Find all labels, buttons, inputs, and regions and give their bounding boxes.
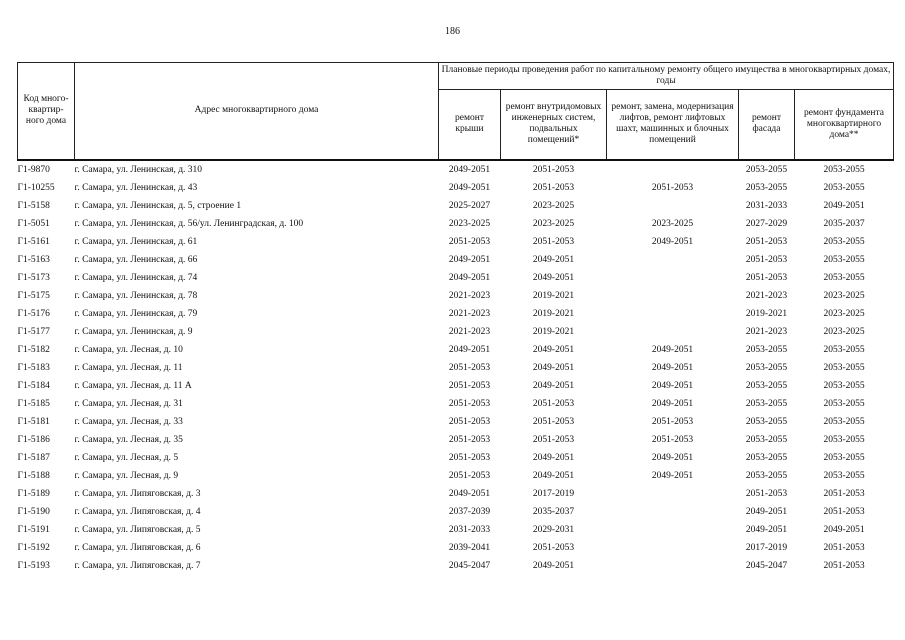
cell-facade-repair: 2051-2053 [745, 236, 788, 247]
cell-address: г. Самара, ул. Лесная, д. 33 [74, 416, 183, 427]
cell-building-code: Г1-5177 [17, 326, 50, 337]
cell-facade-repair: 2031-2033 [745, 200, 788, 211]
cell-building-code: Г1-5173 [17, 272, 50, 283]
cell-roof-repair: 2051-2053 [448, 434, 491, 445]
cell-elevator-repair [607, 485, 739, 503]
cell-foundation-repair: 2053-2055 [823, 182, 865, 193]
cell-building-code: Г1-9870 [17, 164, 50, 175]
cell-building-code: Г1-5187 [17, 452, 50, 463]
header-elevator-repair: ремонт, замена, модернизация лифтов, ремонт лифтовых шахт, машинных и блочных помещений [607, 90, 739, 160]
cell-building-code: Г1-10255 [17, 182, 55, 193]
cell-utilities-repair: 2017-2019 [532, 488, 575, 499]
cell-elevator-repair [607, 287, 739, 305]
cell-address: г. Самара, ул. Ленинская, д. 74 [74, 272, 198, 283]
cell-address: г. Самара, ул. Ленинская, д. 61 [74, 236, 198, 247]
cell-address: г. Самара, ул. Липяговская, д. 3 [74, 488, 201, 499]
cell-roof-repair: 2051-2053 [448, 362, 491, 373]
cell-foundation-repair: 2053-2055 [823, 272, 865, 283]
table-row [18, 521, 894, 539]
cell-roof-repair: 2049-2051 [448, 344, 491, 355]
cell-utilities-repair: 2051-2053 [532, 182, 575, 193]
cell-building-code: Г1-5182 [17, 344, 50, 355]
cell-building-code: Г1-5186 [17, 434, 50, 445]
cell-utilities-repair: 2023-2025 [532, 218, 575, 229]
cell-facade-repair: 2053-2055 [745, 182, 788, 193]
cell-elevator-repair [607, 503, 739, 521]
cell-facade-repair: 2045-2047 [745, 560, 788, 571]
header-address: Адрес многоквартирного дома [75, 63, 439, 160]
cell-building-code: Г1-5192 [17, 542, 50, 553]
header-foundation-repair: ремонт фундамента многоквартирного дома** [795, 90, 894, 160]
cell-roof-repair: 2051-2053 [448, 416, 491, 427]
cell-address: г. Самара, ул. Ленинская, д. 5, строение 1 [74, 200, 242, 211]
cell-foundation-repair: 2053-2055 [823, 254, 865, 265]
cell-utilities-repair: 2019-2021 [532, 308, 575, 319]
cell-building-code: Г1-5183 [17, 362, 50, 373]
cell-address: г. Самара, ул. Ленинская, д. 56/ул. Ленинградская, д. 100 [74, 218, 304, 229]
cell-foundation-repair: 2053-2055 [823, 452, 865, 463]
table-row [18, 341, 894, 359]
table-row [18, 431, 894, 449]
cell-building-code: Г1-5163 [17, 254, 50, 265]
cell-facade-repair: 2053-2055 [745, 398, 788, 409]
header-planned-periods: Плановые периоды проведения работ по капитальному ремонту общего имущества в многоквартирных домах, годы [439, 63, 894, 90]
cell-elevator-repair: 2049-2051 [651, 236, 694, 247]
cell-roof-repair: 2023-2025 [448, 218, 491, 229]
cell-utilities-repair: 2049-2051 [532, 470, 575, 481]
cell-building-code: Г1-5188 [17, 470, 50, 481]
cell-facade-repair: 2049-2051 [745, 524, 788, 535]
cell-facade-repair: 2053-2055 [745, 434, 788, 445]
cell-address: г. Самара, ул. Лесная, д. 31 [74, 398, 183, 409]
cell-building-code: Г1-5181 [17, 416, 50, 427]
cell-facade-repair: 2051-2053 [745, 272, 788, 283]
cell-building-code: Г1-5158 [17, 200, 50, 211]
cell-foundation-repair: 2049-2051 [823, 524, 865, 535]
cell-foundation-repair: 2053-2055 [823, 362, 865, 373]
cell-elevator-repair: 2051-2053 [651, 434, 694, 445]
cell-building-code: Г1-5161 [17, 236, 50, 247]
cell-roof-repair: 2049-2051 [448, 272, 491, 283]
cell-utilities-repair: 2049-2051 [532, 272, 575, 283]
cell-address: г. Самара, ул. Липяговская, д. 4 [74, 506, 201, 517]
cell-facade-repair: 2049-2051 [745, 506, 788, 517]
cell-roof-repair: 2049-2051 [448, 164, 491, 175]
cell-roof-repair: 2037-2039 [448, 506, 491, 517]
cell-facade-repair: 2053-2055 [745, 452, 788, 463]
cell-roof-repair: 2025-2027 [448, 200, 491, 211]
cell-utilities-repair: 2049-2051 [532, 254, 575, 265]
cell-roof-repair: 2039-2041 [448, 542, 491, 553]
cell-elevator-repair: 2051-2053 [651, 416, 694, 427]
cell-elevator-repair: 2049-2051 [651, 452, 694, 463]
cell-building-code: Г1-5189 [17, 488, 50, 499]
cell-facade-repair: 2017-2019 [745, 542, 788, 553]
table-row [18, 305, 894, 323]
table-row [18, 197, 894, 215]
cell-facade-repair: 2053-2055 [745, 470, 788, 481]
cell-elevator-repair: 2051-2053 [651, 182, 694, 193]
cell-facade-repair: 2021-2023 [745, 326, 788, 337]
table-row [18, 359, 894, 377]
table-row [18, 160, 894, 179]
table-row [18, 251, 894, 269]
cell-elevator-repair: 2049-2051 [651, 380, 694, 391]
table-body [18, 160, 894, 575]
cell-foundation-repair: 2051-2053 [823, 488, 865, 499]
cell-utilities-repair: 2049-2051 [532, 344, 575, 355]
cell-facade-repair: 2053-2055 [745, 362, 788, 373]
cell-roof-repair: 2049-2051 [448, 182, 491, 193]
table-row [18, 503, 894, 521]
cell-elevator-repair: 2049-2051 [651, 398, 694, 409]
cell-facade-repair: 2021-2023 [745, 290, 788, 301]
cell-address: г. Самара, ул. Лесная, д. 11 [74, 362, 183, 373]
cell-utilities-repair: 2051-2053 [532, 236, 575, 247]
cell-address: г. Самара, ул. Ленинская, д. 66 [74, 254, 198, 265]
cell-address: г. Самара, ул. Липяговская, д. 5 [74, 524, 201, 535]
cell-roof-repair: 2051-2053 [448, 470, 491, 481]
cell-roof-repair: 2051-2053 [448, 380, 491, 391]
cell-utilities-repair: 2049-2051 [532, 380, 575, 391]
cell-building-code: Г1-5191 [17, 524, 50, 535]
cell-address: г. Самара, ул. Ленинская, д. 310 [74, 164, 203, 175]
cell-address: г. Самара, ул. Ленинская, д. 78 [74, 290, 198, 301]
cell-facade-repair: 2053-2055 [745, 416, 788, 427]
header-facade-repair: ремонт фасада [739, 90, 795, 160]
cell-elevator-repair [607, 305, 739, 323]
table-row [18, 467, 894, 485]
cell-roof-repair: 2049-2051 [448, 488, 491, 499]
table-row [18, 269, 894, 287]
table-row [18, 233, 894, 251]
cell-elevator-repair [607, 521, 739, 539]
header-roof-repair: ремонт крыши [439, 90, 501, 160]
table-row [18, 449, 894, 467]
cell-roof-repair: 2051-2053 [448, 452, 491, 463]
cell-elevator-repair: 2049-2051 [651, 362, 694, 373]
cell-foundation-repair: 2053-2055 [823, 164, 865, 175]
table-row [18, 287, 894, 305]
cell-utilities-repair: 2051-2053 [532, 164, 575, 175]
cell-roof-repair: 2051-2053 [448, 398, 491, 409]
cell-utilities-repair: 2051-2053 [532, 416, 575, 427]
cell-roof-repair: 2045-2047 [448, 560, 491, 571]
cell-roof-repair: 2021-2023 [448, 290, 491, 301]
cell-elevator-repair [607, 539, 739, 557]
cell-facade-repair: 2051-2053 [745, 254, 788, 265]
cell-foundation-repair: 2053-2055 [823, 416, 865, 427]
cell-utilities-repair: 2019-2021 [532, 326, 575, 337]
cell-foundation-repair: 2023-2025 [823, 290, 865, 301]
cell-address: г. Самара, ул. Лесная, д. 9 [74, 470, 179, 481]
cell-building-code: Г1-5190 [17, 506, 50, 517]
cell-foundation-repair: 2053-2055 [823, 398, 865, 409]
cell-elevator-repair: 2049-2051 [651, 470, 694, 481]
table-row [18, 557, 894, 575]
cell-utilities-repair: 2035-2037 [532, 506, 575, 517]
cell-facade-repair: 2019-2021 [745, 308, 788, 319]
cell-address: г. Самара, ул. Ленинская, д. 43 [74, 182, 198, 193]
table-row [18, 485, 894, 503]
cell-roof-repair: 2021-2023 [448, 326, 491, 337]
cell-elevator-repair [607, 251, 739, 269]
cell-address: г. Самара, ул. Липяговская, д. 7 [74, 560, 201, 571]
table-row [18, 395, 894, 413]
cell-facade-repair: 2053-2055 [745, 380, 788, 391]
cell-foundation-repair: 2035-2037 [823, 218, 865, 229]
table-row [18, 413, 894, 431]
cell-address: г. Самара, ул. Лесная, д. 11 А [74, 380, 192, 391]
table-row [18, 215, 894, 233]
cell-utilities-repair: 2049-2051 [532, 362, 575, 373]
table-row [18, 539, 894, 557]
cell-roof-repair: 2049-2051 [448, 254, 491, 265]
cell-elevator-repair: 2049-2051 [651, 344, 694, 355]
cell-address: г. Самара, ул. Лесная, д. 35 [74, 434, 183, 445]
cell-roof-repair: 2051-2053 [448, 236, 491, 247]
cell-utilities-repair: 2049-2051 [532, 452, 575, 463]
cell-foundation-repair: 2023-2025 [823, 308, 865, 319]
cell-foundation-repair: 2053-2055 [823, 470, 865, 481]
cell-utilities-repair: 2051-2053 [532, 542, 575, 553]
cell-utilities-repair: 2019-2021 [532, 290, 575, 301]
cell-facade-repair: 2051-2053 [745, 488, 788, 499]
cell-address: г. Самара, ул. Лесная, д. 5 [74, 452, 179, 463]
cell-utilities-repair: 2029-2031 [532, 524, 575, 535]
cell-building-code: Г1-5051 [17, 218, 50, 229]
cell-foundation-repair: 2053-2055 [823, 434, 865, 445]
cell-foundation-repair: 2049-2051 [823, 200, 865, 211]
cell-building-code: Г1-5175 [17, 290, 50, 301]
cell-utilities-repair: 2051-2053 [532, 434, 575, 445]
cell-foundation-repair: 2023-2025 [823, 326, 865, 337]
cell-address: г. Самара, ул. Ленинская, д. 9 [74, 326, 193, 337]
cell-elevator-repair [607, 557, 739, 575]
cell-building-code: Г1-5185 [17, 398, 50, 409]
cell-facade-repair: 2027-2029 [745, 218, 788, 229]
cell-foundation-repair: 2051-2053 [823, 506, 865, 517]
cell-building-code: Г1-5176 [17, 308, 50, 319]
cell-elevator-repair: 2023-2025 [651, 218, 694, 229]
capital-repair-table [17, 62, 894, 575]
cell-elevator-repair [607, 197, 739, 215]
cell-foundation-repair: 2051-2053 [823, 560, 865, 571]
cell-roof-repair: 2021-2023 [448, 308, 491, 319]
cell-address: г. Самара, ул. Лесная, д. 10 [74, 344, 183, 355]
page-number: 186 [445, 26, 460, 37]
cell-roof-repair: 2031-2033 [448, 524, 491, 535]
cell-facade-repair: 2053-2055 [745, 164, 788, 175]
cell-building-code: Г1-5184 [17, 380, 50, 391]
table-row [18, 179, 894, 197]
cell-foundation-repair: 2051-2053 [823, 542, 865, 553]
header-building-code: Код много-квартир-ного дома [18, 63, 75, 160]
cell-building-code: Г1-5193 [17, 560, 50, 571]
cell-facade-repair: 2053-2055 [745, 344, 788, 355]
cell-utilities-repair: 2023-2025 [532, 200, 575, 211]
cell-foundation-repair: 2053-2055 [823, 236, 865, 247]
cell-elevator-repair [607, 269, 739, 287]
cell-address: г. Самара, ул. Липяговская, д. 6 [74, 542, 201, 553]
cell-foundation-repair: 2053-2055 [823, 380, 865, 391]
header-utilities-repair: ремонт внутридомовых инженерных систем, подвальных помещений* [501, 90, 607, 160]
cell-elevator-repair [607, 160, 739, 179]
table-row [18, 377, 894, 395]
cell-elevator-repair [607, 323, 739, 341]
cell-utilities-repair: 2051-2053 [532, 398, 575, 409]
cell-address: г. Самара, ул. Ленинская, д. 79 [74, 308, 198, 319]
cell-foundation-repair: 2053-2055 [823, 344, 865, 355]
cell-utilities-repair: 2049-2051 [532, 560, 575, 571]
table-row [18, 323, 894, 341]
